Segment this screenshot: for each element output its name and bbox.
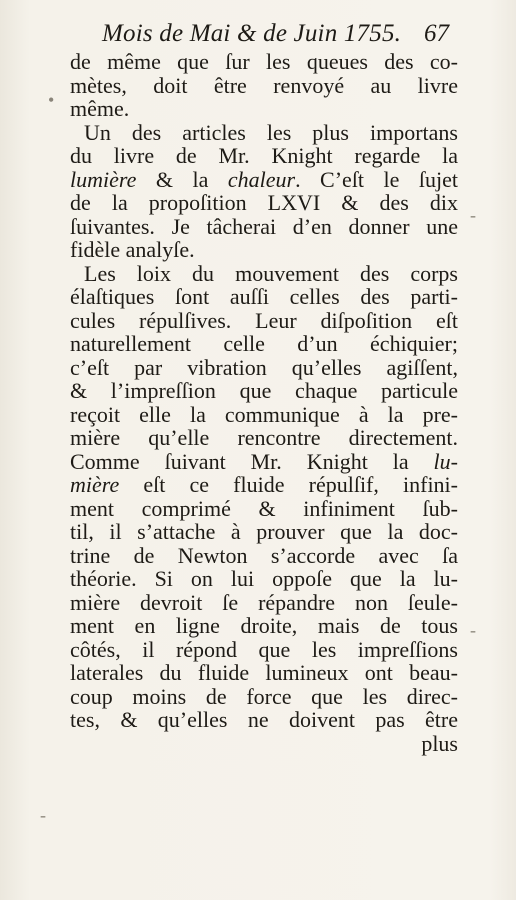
text-line: même.	[70, 96, 130, 121]
text-line: laterales du fluide lumineux ont beau-	[70, 660, 458, 685]
text-line: trine de Newton s’accorde avec ſa	[70, 542, 458, 568]
page-header	[0, 18, 516, 50]
text-line: tes, & qu’elles ne doivent pas être	[70, 707, 458, 732]
page-number: 67	[424, 20, 449, 47]
margin-dash: -	[470, 205, 476, 225]
running-title: Mois de Mai & de Juin 1755.	[102, 20, 402, 47]
text-line: mière eſt ce fluide répulſif, infini-	[70, 472, 458, 497]
text-line: du livre de Mr. Knight regarde la	[70, 143, 458, 168]
text-line: Un des articles les plus importans	[84, 119, 458, 145]
text-line: reçoit elle la communique à la pre-	[70, 401, 458, 427]
text-line: de la propoſition LXVI & des dix	[70, 190, 458, 215]
text-line: ſuivantes. Je tâcherai d’en donner une	[70, 213, 458, 239]
text-line: Les loix du mouvement des corps	[84, 260, 458, 286]
text-line: & l’impreſſion que chaque particule	[70, 378, 458, 403]
text-line: ment comprimé & infiniment ſub-	[70, 495, 458, 521]
text-line: coup moins de force que les direc-	[70, 683, 458, 709]
text-line: élaſtiques ſont auſſi celles des parti-	[70, 284, 458, 309]
text-line: lumière & la chaleur. C’eſt le ſujet	[70, 166, 458, 192]
text-line: c’eſt par vibration qu’elles agiſſent,	[70, 354, 458, 380]
text-line: naturellement celle d’un échiquier;	[70, 331, 458, 356]
text-line: théorie. Si on lui oppoſe que la lu-	[70, 566, 458, 591]
text-line: de même que ſur les queues des co-	[70, 49, 458, 74]
text-line: cules répulſives. Leur diſpoſition eſt	[70, 307, 458, 333]
text-line: Comme ſuivant Mr. Knight la lu-	[70, 448, 458, 474]
text-line: côtés, il répond que les impreſſions	[70, 636, 458, 662]
catchword: plus	[421, 730, 458, 756]
text-line: mière devroit ſe répandre non ſeule-	[70, 589, 458, 615]
margin-dash: -	[470, 620, 476, 640]
margin-dash: -	[40, 805, 46, 825]
text-line: til, il s’attache à prouver que la doc-	[70, 519, 458, 544]
margin-dot: •	[48, 90, 55, 110]
text-line: mètes, doit être renvoyé au livre	[70, 72, 458, 98]
body-text	[70, 50, 458, 755]
text-line: mière qu’elle rencontre directement.	[70, 425, 458, 450]
text-line: ment en ligne droite, mais de tous	[70, 613, 458, 638]
text-line: fidèle analyſe.	[70, 237, 195, 262]
